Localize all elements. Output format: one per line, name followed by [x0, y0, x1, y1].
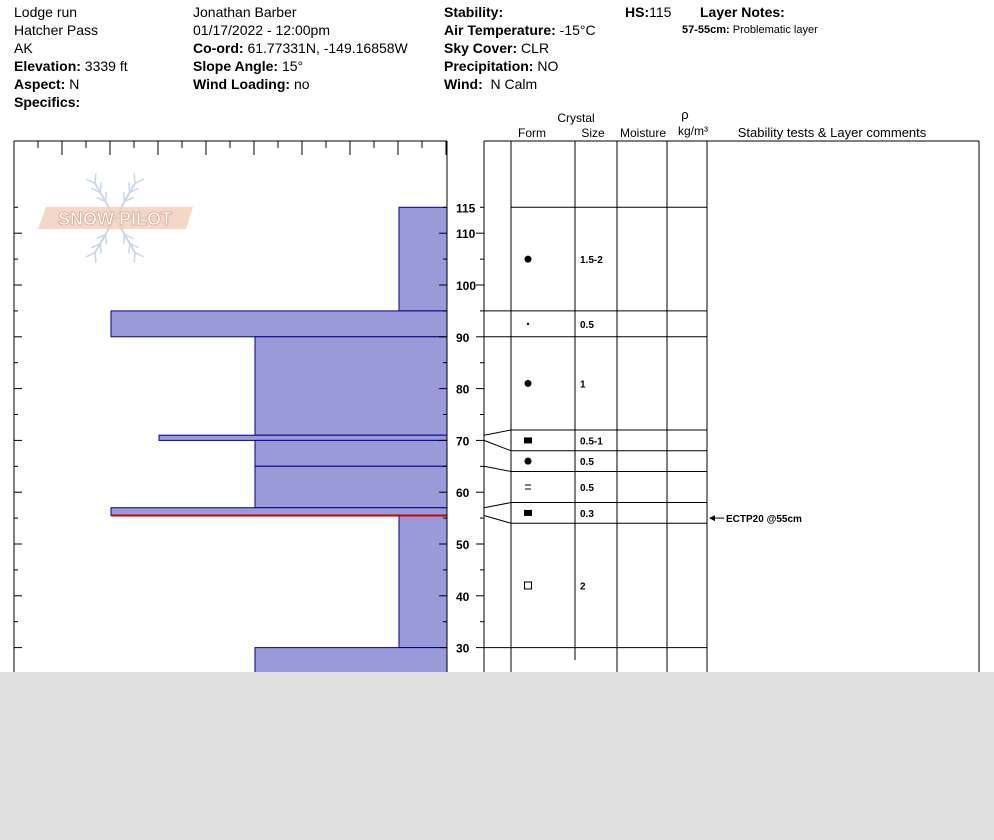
depth-hoar-icon: [525, 582, 532, 589]
specifics-label: Specifics:: [14, 94, 81, 110]
layer-connector: [484, 516, 511, 524]
grain-size: 0.5: [580, 457, 594, 469]
stability-test-label: ECTP20 @55cm: [726, 514, 802, 526]
logo-text: SNOW PILOT: [58, 209, 172, 229]
coord-value: 61.77331N, -149.16858W: [247, 40, 408, 56]
air-temp-label: Air Temperature:: [444, 22, 556, 38]
sky-label: Sky Cover:: [444, 40, 518, 56]
density-symbol-header: ρ: [681, 107, 689, 122]
snowflake-branch: [86, 253, 95, 257]
precip-value: NO: [537, 58, 559, 74]
round-grain-icon: [525, 380, 532, 387]
layer-notes-label: Layer Notes:: [700, 4, 785, 20]
grain-size: 0.5: [580, 483, 594, 495]
snowflake-branch: [135, 179, 144, 183]
snowflake-branch: [100, 183, 101, 193]
small-grain-icon: [527, 323, 529, 325]
depth-tick-label: 100: [456, 279, 477, 293]
hardness-bar: [111, 311, 447, 337]
hs-value: 115: [649, 4, 672, 20]
grain-size: 1: [580, 379, 586, 391]
density-unit-header: kg/m³: [678, 124, 708, 138]
depth-tick-label: 30: [456, 641, 470, 656]
snowflake-branch: [135, 253, 144, 257]
depth-tick-label: 115: [456, 201, 476, 216]
hs-label: HS:: [625, 4, 650, 20]
snowflake-branch: [100, 243, 101, 253]
snowflake-branch: [95, 173, 96, 183]
round-grain-icon: [525, 458, 532, 465]
snowflake-branch: [134, 173, 135, 183]
grain-size: 0.5: [580, 319, 594, 331]
depth-tick-label: 40: [456, 589, 470, 604]
depth-tick-label: 50: [456, 538, 470, 552]
form-header: Form: [518, 126, 546, 140]
hardness-bar: [255, 440, 447, 466]
snowflake-branch: [106, 234, 107, 244]
crystal-header: Crystal: [557, 111, 595, 125]
hardness-bar: [255, 337, 447, 435]
snowflake-branch: [106, 192, 107, 202]
datetime: 01/17/2022 - 12:00pm: [193, 22, 330, 38]
snowflake-branch: [124, 192, 125, 202]
grain-size: 0.5-1: [580, 436, 603, 448]
snowflake-branch: [86, 179, 95, 183]
snowflake-branch: [129, 243, 130, 253]
hardness-bar: [111, 508, 447, 516]
depth-tick-label: 110: [456, 227, 476, 242]
slope-label: Slope Angle:: [193, 58, 279, 74]
air-temp-value: -15°C: [559, 22, 596, 38]
stability-label: Stability:: [444, 4, 504, 20]
depth-tick-label: 90: [456, 330, 470, 345]
depth-tick-label: 70: [456, 434, 470, 449]
wind-label: Wind:: [444, 76, 483, 92]
layer-connector: [484, 430, 511, 435]
layer-connector: [484, 503, 511, 508]
location: Lodge run: [14, 4, 78, 20]
comments-header: Stability tests & Layer comments: [737, 125, 927, 140]
layer-connector: [484, 440, 511, 450]
faceted-grain-icon: [524, 510, 532, 516]
size-header: Size: [581, 126, 605, 140]
depth-tick-label: 80: [456, 382, 470, 397]
layer-note-text: Problematic layer: [732, 24, 818, 36]
slope-value: 15°: [281, 58, 304, 74]
snowflake-branch: [95, 253, 96, 263]
empty-panel: [0, 672, 994, 840]
state: AK: [14, 40, 33, 56]
elevation-label: Elevation:: [14, 58, 81, 74]
round-grain-icon: [525, 256, 532, 263]
area: Hatcher Pass: [14, 22, 99, 38]
elevation-value: 3339 ft: [84, 58, 128, 74]
aspect-value: N: [69, 76, 80, 92]
grain-size: 2: [580, 581, 586, 593]
snowflake-branch: [134, 253, 135, 263]
sky-value: CLR: [521, 40, 550, 56]
wind-loading-value: no: [293, 76, 310, 92]
wind-loading-label: Wind Loading:: [193, 76, 291, 92]
depth-tick-label: 60: [456, 486, 470, 501]
aspect-label: Aspect:: [14, 76, 66, 92]
moisture-header: Moisture: [619, 126, 667, 140]
snowflake-branch: [124, 234, 125, 244]
observer: Jonathan Barber: [193, 4, 297, 20]
hardness-bar: [255, 466, 447, 507]
grain-size: 0.3: [580, 508, 594, 520]
coord-label: Co-ord:: [193, 40, 244, 56]
precip-label: Precipitation:: [444, 58, 534, 74]
snowflake-branch: [129, 183, 130, 193]
faceted-grain-icon: [524, 437, 532, 443]
layer-note-range: 57-55cm:: [682, 24, 730, 36]
hardness-bar: [159, 435, 447, 440]
hardness-bar: [399, 207, 447, 311]
test-arrow-icon: [709, 515, 715, 521]
grain-size: 1.5-2: [580, 255, 603, 267]
layer-connector: [484, 466, 511, 471]
hardness-bar: [399, 516, 447, 648]
wind-value: N Calm: [490, 76, 538, 92]
